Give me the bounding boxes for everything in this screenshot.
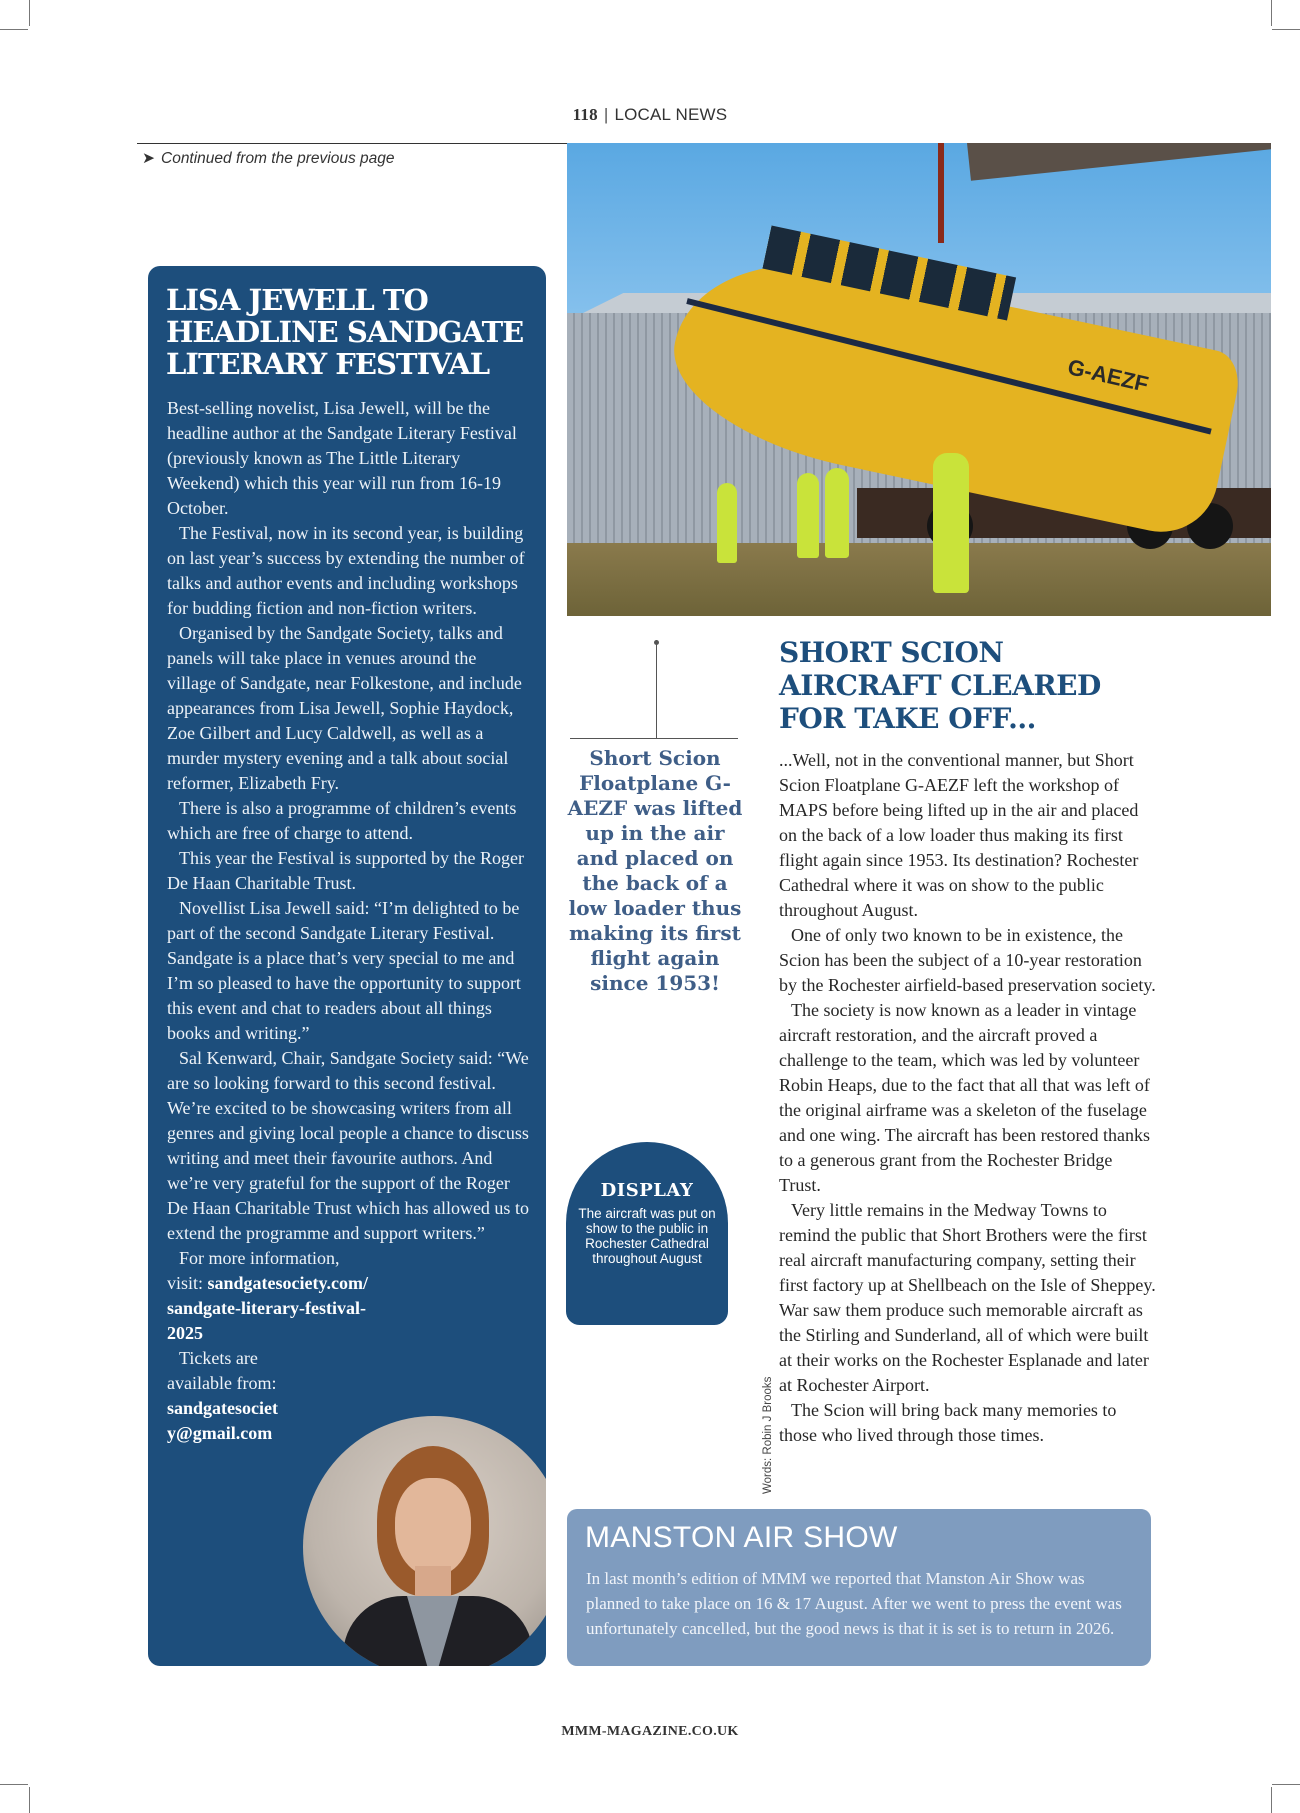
aircraft-registration: G-AEZF [1065,354,1151,397]
scion-paragraph: Very little remains in the Medway Towns to remind the public that Short Brothers were the first real aircraft manufacturing company, setting their first factory up at Shellbeach on the Isle of Sheppey. War saw them produce such memorable aircraft as the Stirling and Sunderland, all of which were built at their works on the Rochester Esplanade and later at Rochester Airport. [779,1200,1156,1395]
pull-quote-rule [570,738,738,739]
page-header [0,105,1300,125]
crop-mark [29,0,30,26]
festival-paragraph: Organised by the Sandgate Society, talks and panels will take place in venues around the village of Sandgate, near Folkestone, and include appearances from Lisa Jewell, Sophie Haydock, Zoe Gilbert and Lucy Caldwell, as well as a murder mystery evening and a talk about social reformer, Elizabeth Fry. [167,623,522,793]
festival-website-link[interactable]: sandgatesociety.com/sandgate-literary-festival-2025 [167,1273,368,1343]
pull-quote: Short Scion Floatplane G-AEZF was lifted up in the air and placed on the back of a low loader thus making its first flight again since 1953! [567,746,743,995]
tickets-email-link[interactable]: sandgatesociety@gmail.com [167,1398,278,1443]
manston-box [567,1509,1151,1666]
display-badge [566,1142,728,1325]
more-info [167,1246,372,1346]
pull-quote-rule [656,640,657,738]
crop-mark [1272,1784,1300,1785]
scion-paragraph: One of only two known to be in existence, the Scion has been the subject of a 10-year restoration by the Rochester airfield-based preservation society. [779,925,1156,995]
display-badge-text: The aircraft was put on show to the public in Rochester Cathedral throughout August [578,1206,716,1266]
crane-arm [967,143,1271,181]
aircraft-photo [567,143,1271,616]
crop-mark [0,29,28,30]
scion-body [779,748,1157,1448]
crop-mark [29,1787,30,1813]
header-separator: | [603,105,609,124]
arrow-right-icon: ➤ [142,150,155,167]
tickets-prefix: Tickets are available from: [167,1348,277,1393]
scion-title: SHORT SCION AIRCRAFT CLEARED FOR TAKE OFF... [779,636,1101,735]
festival-panel [148,266,546,1666]
crop-mark [1271,1787,1272,1813]
crop-mark [1271,0,1272,26]
author-portrait [303,1416,546,1666]
festival-title: LISA JEWELL TO HEADLINE SANDGATE LITERARY FESTIVAL [166,283,524,381]
crop-mark [1272,29,1300,30]
section-name: LOCAL NEWS [614,105,728,124]
display-badge-title: DISPLAY [600,1180,694,1201]
continued-text: Continued from the previous page [161,150,395,167]
festival-paragraph: Novellist Lisa Jewell said: “I’m delighted to be part of the second Sandgate Literary Festival. Sandgate is a place that’s very special to me and I’m so pleased to have the opportunity to support this event and chat to readers about all things books and writing.” [167,898,521,1043]
festival-paragraph: Best-selling novelist, Lisa Jewell, will be the headline author at the Sandgate Literary Festival (previously known as The Little Literary Weekend) which this year will run from 16-19 October. [167,398,517,518]
scion-paragraph: The Scion will bring back many memories to those who lived through those times. [779,1400,1117,1445]
scion-paragraph: ...Well, not in the conventional manner, but Short Scion Floatplane G-AEZF left the workshop of MAPS before being lifted up in the air and placed on the back of a low loader thus making its first flight again since 1953. Its destination? Rochester Cathedral where it was on show to the public throughout August. [779,750,1139,920]
festival-paragraph: The Festival, now in its second year, is building on last year’s success by extending the number of talks and author events and including workshops for budding fiction and non-fiction writers. [167,523,525,618]
tickets-info [167,1346,285,1446]
festival-paragraph: Sal Kenward, Chair, Sandgate Society said: “We are so looking forward to this second festival. We’re excited to be showcasing writers from all genres and giving local people a chance to discuss writing and meet their favourite authors. And we’re very grateful for the support of the Roger De Haan Charitable Trust which has allowed us to extend the programme and support writers.” [167,1048,529,1243]
festival-paragraph: There is also a programme of children’s events which are free of charge to attend. [167,798,517,843]
festival-paragraph: This year the Festival is supported by the Roger De Haan Charitable Trust. [167,848,524,893]
footer-website: MMM-MAGAZINE.CO.UK [561,1724,739,1739]
page-number: 118 [572,105,598,124]
manston-title: MANSTON AIR SHOW [585,1521,898,1554]
more-info-prefix: For more information, visit: [167,1248,340,1293]
scion-paragraph: The society is now known as a leader in vintage aircraft restoration, and the aircraft proved a challenge to the team, which was led by volunteer Robin Heaps, due to the fact that all that was left of the original airframe was a skeleton of the fuselage and one wing. The aircraft has been restored thanks to a generous grant from the Rochester Bridge Trust. [779,1000,1151,1195]
continued-note [142,149,395,168]
festival-body [167,396,529,1446]
crop-mark [0,1784,28,1785]
author-credit: Words: Robin J Brooks [762,1376,774,1494]
crane-chain [938,143,944,243]
manston-text: In last month’s edition of MMM we reported that Manston Air Show was planned to take place on 16 & 17 August. After we went to press the event was unfortunately cancelled, but the good news is that it is set is to return in 2026. [586,1569,1122,1638]
